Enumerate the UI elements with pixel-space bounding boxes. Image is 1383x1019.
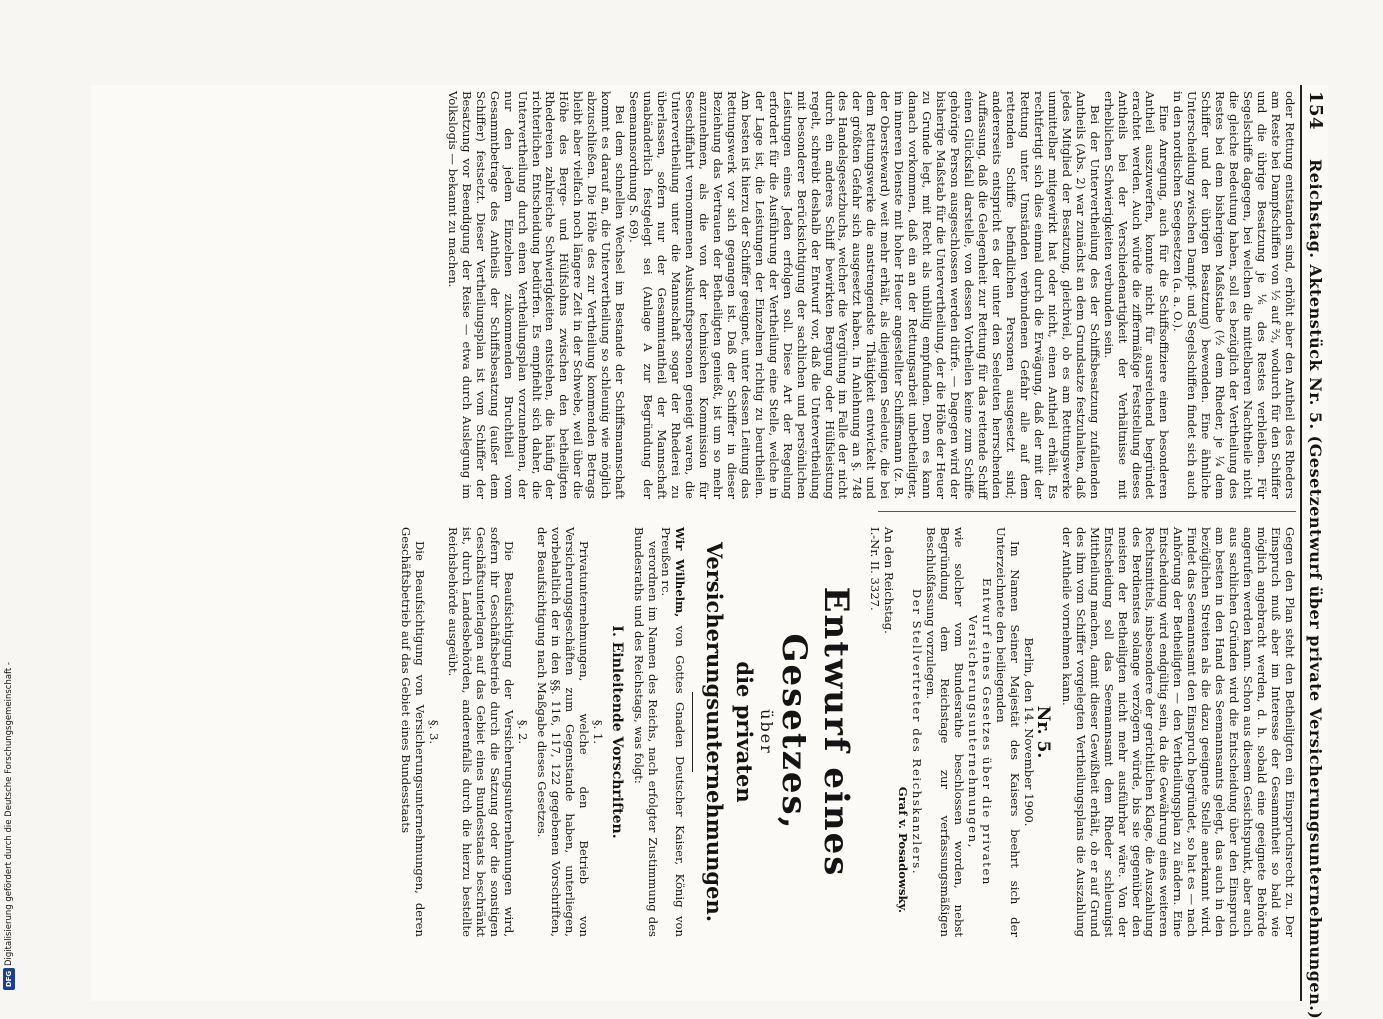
page-number: 154 bbox=[1305, 91, 1326, 131]
scanned-page bbox=[91, 85, 1328, 1019]
intro-text: Im Namen Seiner Majestät des Kaisers beehrt sich der Unterzeichnete den beiliegenden bbox=[993, 527, 1022, 937]
enacting-text: verordnen im Namen des Reichs, nach erfolgter Zustimmung des Bundesraths und des Reichstags, was folgt: bbox=[631, 527, 660, 937]
paragraph: oder Rettung entstanden sind, erhöht aber den Antheil des Rheders am Reste bei Dampfschiffen von ½ auf ⅔, wodurch für den Schiffer und die übrige Besatzung je ⅙ des Restes verbleiben. Für Segelschiffe dagegen, bei welchen die mittelbaren Nachtheile nicht die gleiche Bedeutung haben, soll es bezüglich der Vertheilung des Restes bei dem bisherigen Maßstabe (½ dem Rheder, je ¼ dem Schiffer und der übrigen Besatzung) bewenden. Eine ähnliche Unterscheidung zwischen Dampf- und Segelschiffen findet sich auch in den nordischen Seegesetzen (a. a. O.). bbox=[1171, 91, 1297, 499]
document-number: Nr. 5. bbox=[1032, 705, 1053, 759]
paragraph: Eine Anregung, auch für die Schiffsoffiziere einen besonderen Antheil auszuwerfen, konnte nicht für ausreichend begründet erachtet werden. Auch würde die ziffermäßige Feststellung dieses Antheils bei der Verschiedenartigkeit der Verhältnisse mit erheblichen Schwierigkeiten verbunden sein. bbox=[1101, 91, 1172, 499]
digitization-credit: Digitalisierung gefördert durch die Deutsche Forschungsgemeinschaft - bbox=[4, 662, 14, 966]
running-title: Reichstag. Aktenstück Nr. 5. (Gesetzentwurf über private Versicherungsunternehmungen.) bbox=[1306, 159, 1325, 1019]
right-column bbox=[398, 527, 1296, 937]
paragraph: Bei der Untervertheilung des der Schiffsbesatzung zufallenden Antheils (Abs. 2) war zunächst an dem Grundsatze festzuhalten, daß jedes Mitglied der Besatzung, gleichviel, ob es am Rettungswerke unmittelbar mitgewirkt hat oder nicht, einen Antheil erhält. Es rechtfertigt sich dies einmal durch die Erwägung, daß der mit der Rettung unter Umständen verbundenen Gefahr alle auf dem rettenden Schiffe befindlichen Personen ausgesetzt sind; andererseits entspricht es der unter den Seeleuten herrschenden Auffassung, daß die Gelegenheit zur Rettung für das rettende Schiff einen Glücksfall darstelle, von dessen Vortheilen keine zum Schiffe gehörige Person ausgeschlossen werden dürfe. — Dagegen wird der bisherige Maßstab für die Untervertheilung, der die Höhe der Heuer zu Grunde legt, mit Recht als unbillig empfunden. Denn es kann danach vorkommen, daß ein an der Rettungsarbeit unbetheiligter, im inneren Dienste mit hoher Heuer angestellter Schiffsmann (z. B. der Obersteward) weit mehr erhält, als diejenigen Seeleute, die bei dem Rettungswerke die anstrengendste Thätigkeit entwickelt und der größten Gefahr sich ausgesetzt haben. In Anlehnung an §. 748 des Handelsgesetzbuchs, welcher die Vergütung im Falle der nicht durch ein anderes Schiff bewirkten Bergung oder Hülfsleistung regelt, schreibt deshalb der Entwurf vor, daß die Untervertheilung mit besonderer Berücksichtigung der sachlichen und persönlichen Leistungen eines Jeden erfolgen soll. Diese Art der Regelung erfordert für die Ausführung der Vertheilung eine Stelle, welche in der Lage ist, die Leistungen der Einzelnen richtig zu beurtheilen. Am besten ist hierzu der Schiffer geeignet, unter dessen Leitung das Rettungswerk vor sich gegangen ist. Daß der Schiffer in dieser Beziehung das Vertrauen der Betheiligten genießt, ist um so mehr anzunehmen, als die von der technischen Kommission für Seeschiffahrt vernommenen Auskunftspersonen geneigt waren, die Untervertheilung unter die Mannschaft sogar der Rhederei zu überlassen, sofern nur der Gesammtantheil der Mannschaft unabänderlich festgelegt sei (Anlage A zur Begründung der Seemannsordnung S. 69). bbox=[627, 91, 1102, 499]
paragraph-number: §. 2. bbox=[515, 719, 530, 745]
paragraph: Gegen den Plan steht den Betheiligten ein Einspruchsrecht zu. Der Einspruch muß aber im Interesse der Gesammtheit so bald wie möglich angebracht werden, d. h. sobald eine geeignete Behörde angerufen werden kann. Schon aus diesem Gesichtspunkt, aber auch aus sachlichen Gründen wird die Entscheidung über den Einspruch am besten in den Hand des Seemannsamts gelegt, das auch in den bezüglichen Streiten als die dazu geeignete Stelle anerkannt wird. Findet das Seemannsamt den Einspruch begründet, so hat es — nach Anhörung der Betheiligten — den Vertheilungsplan zu ändern. Eine Entscheidung wird endgültig sein, da die Gewährung eines weiteren Rechtsmittels, insbesondere der gerichtlichen Klage, die Auszahlung des Berdienstes solange verzögern würde, bis sie gegenüber den meisten der Betheiligten nicht mehr ausführbar wäre. Von der Entscheidung soll das Seemannsamt dem Rheder schleunigst Mittheilung machen, damit dieser Gewißheit erhält, ob er auf Grund des ihm vom Schiffer vorgelegten Vertheilungsplans die Auszahlung der Antheile vornehmen kann. bbox=[1059, 527, 1297, 937]
enacting-lead: Wir Wilhelm, bbox=[673, 527, 688, 618]
draft-title: Entwurf eines Gesetzes über die privaten Versicherungsunternehmungen, bbox=[966, 577, 994, 886]
draft-text: wie solcher vom Bundesrathe beschlossen worden, nebst Begründung dem Reichstage zur verfassungsmäßigen Beschlußfassung vorzulegen. bbox=[924, 527, 967, 937]
reference-number: I.-Nr. II. 3327. bbox=[868, 527, 883, 611]
addressee: An den Reichstag. bbox=[882, 527, 897, 634]
paragraph-text: Die Beaufsichtigung der Versicherungsunternehmungen wird, sofern ihr Geschäftsbetrieb durch die Satzung oder die sonstigen Geschäftsunterlagen auf das Gebiet eines Bundesstaats beschränkt ist, durch Landesbehörden, anderenfalls durch die hierzu bestellte Reichsbehörde ausgeübt. bbox=[446, 527, 516, 937]
signature: Graf v. Posadowsky. bbox=[896, 786, 911, 913]
dfg-logo-text: DFG bbox=[5, 970, 13, 988]
paragraph-number: §. 1. bbox=[590, 719, 605, 745]
law-subject: die privaten Versicherungsunternehmungen. bbox=[702, 541, 758, 923]
column-divider bbox=[878, 511, 1296, 512]
section-heading: I. Einleitende Vorschriften. bbox=[608, 625, 625, 839]
law-title: Entwurf eines Gesetzes, bbox=[774, 586, 857, 878]
dateline: Berlin, den 14. November 1900. bbox=[1021, 637, 1036, 827]
digitization-footer bbox=[2, 596, 16, 988]
law-title-connector: über bbox=[757, 709, 777, 755]
deputy-title: Der Stellvertreter des Reichskanzlers. bbox=[910, 588, 925, 876]
left-column bbox=[445, 91, 1296, 499]
enacting-formula bbox=[659, 527, 687, 937]
short-rule bbox=[692, 692, 693, 772]
paragraph: Bei dem schnellen Wechsel im Bestande der Schiffsmannschaft kommt es darauf an, die Untervertheilung so schleunig wie möglich abzuschließen. Die Höhe des zur Vertheilung kommenden Betrags bleibt aber vielfach noch längere Zeit in der Schwebe, weil über die Höhe des Berge- und Hülfslohns zwischen den betheiligten Rhedereien zahlreiche Schwierigkeiten entstehen, die häufig der richterlichen Entscheidung bedürfen. Es empfiehlt sich daher, die Untervertheilung durch einen Vertheilungsplan vorzunehmen, der nur den jedem Einzelnen zukommenden Bruchtheil vom Gesammtbetrage des Antheils der Schiffsbesatzung (außer dem Schiffer) festsetzt. Dieser Vertheilungsplan ist vom Schiffer der Besatzung vor Beendigung der Reise — etwa durch Auslegung im Volkslogis — bekannt zu machen. bbox=[445, 91, 628, 499]
enacting-rest: von Gottes Gnaden Deutscher Kaiser, König von Preußen rc. bbox=[659, 527, 688, 937]
paragraph-text: Die Beaufsichtigung von Versicherungsunternehmungen, deren Geschäftsbetrieb auf das Gebiet eines Bundesstaats bbox=[399, 527, 428, 937]
dfg-logo-icon bbox=[3, 968, 15, 990]
paragraph-text: Privatunternehmungen, welche den Betrieb von Versicherungsgeschäften zum Gegenstande haben, unterliegen, vorbehaltlich der in den §§. 116, 117, 122 gegebenen Vorschriften, der Beaufsichtigung nach Maßgabe dieses Gesetzes. bbox=[534, 527, 591, 937]
page-header bbox=[1300, 85, 1328, 1019]
paragraph-number: §. 3. bbox=[427, 719, 442, 745]
